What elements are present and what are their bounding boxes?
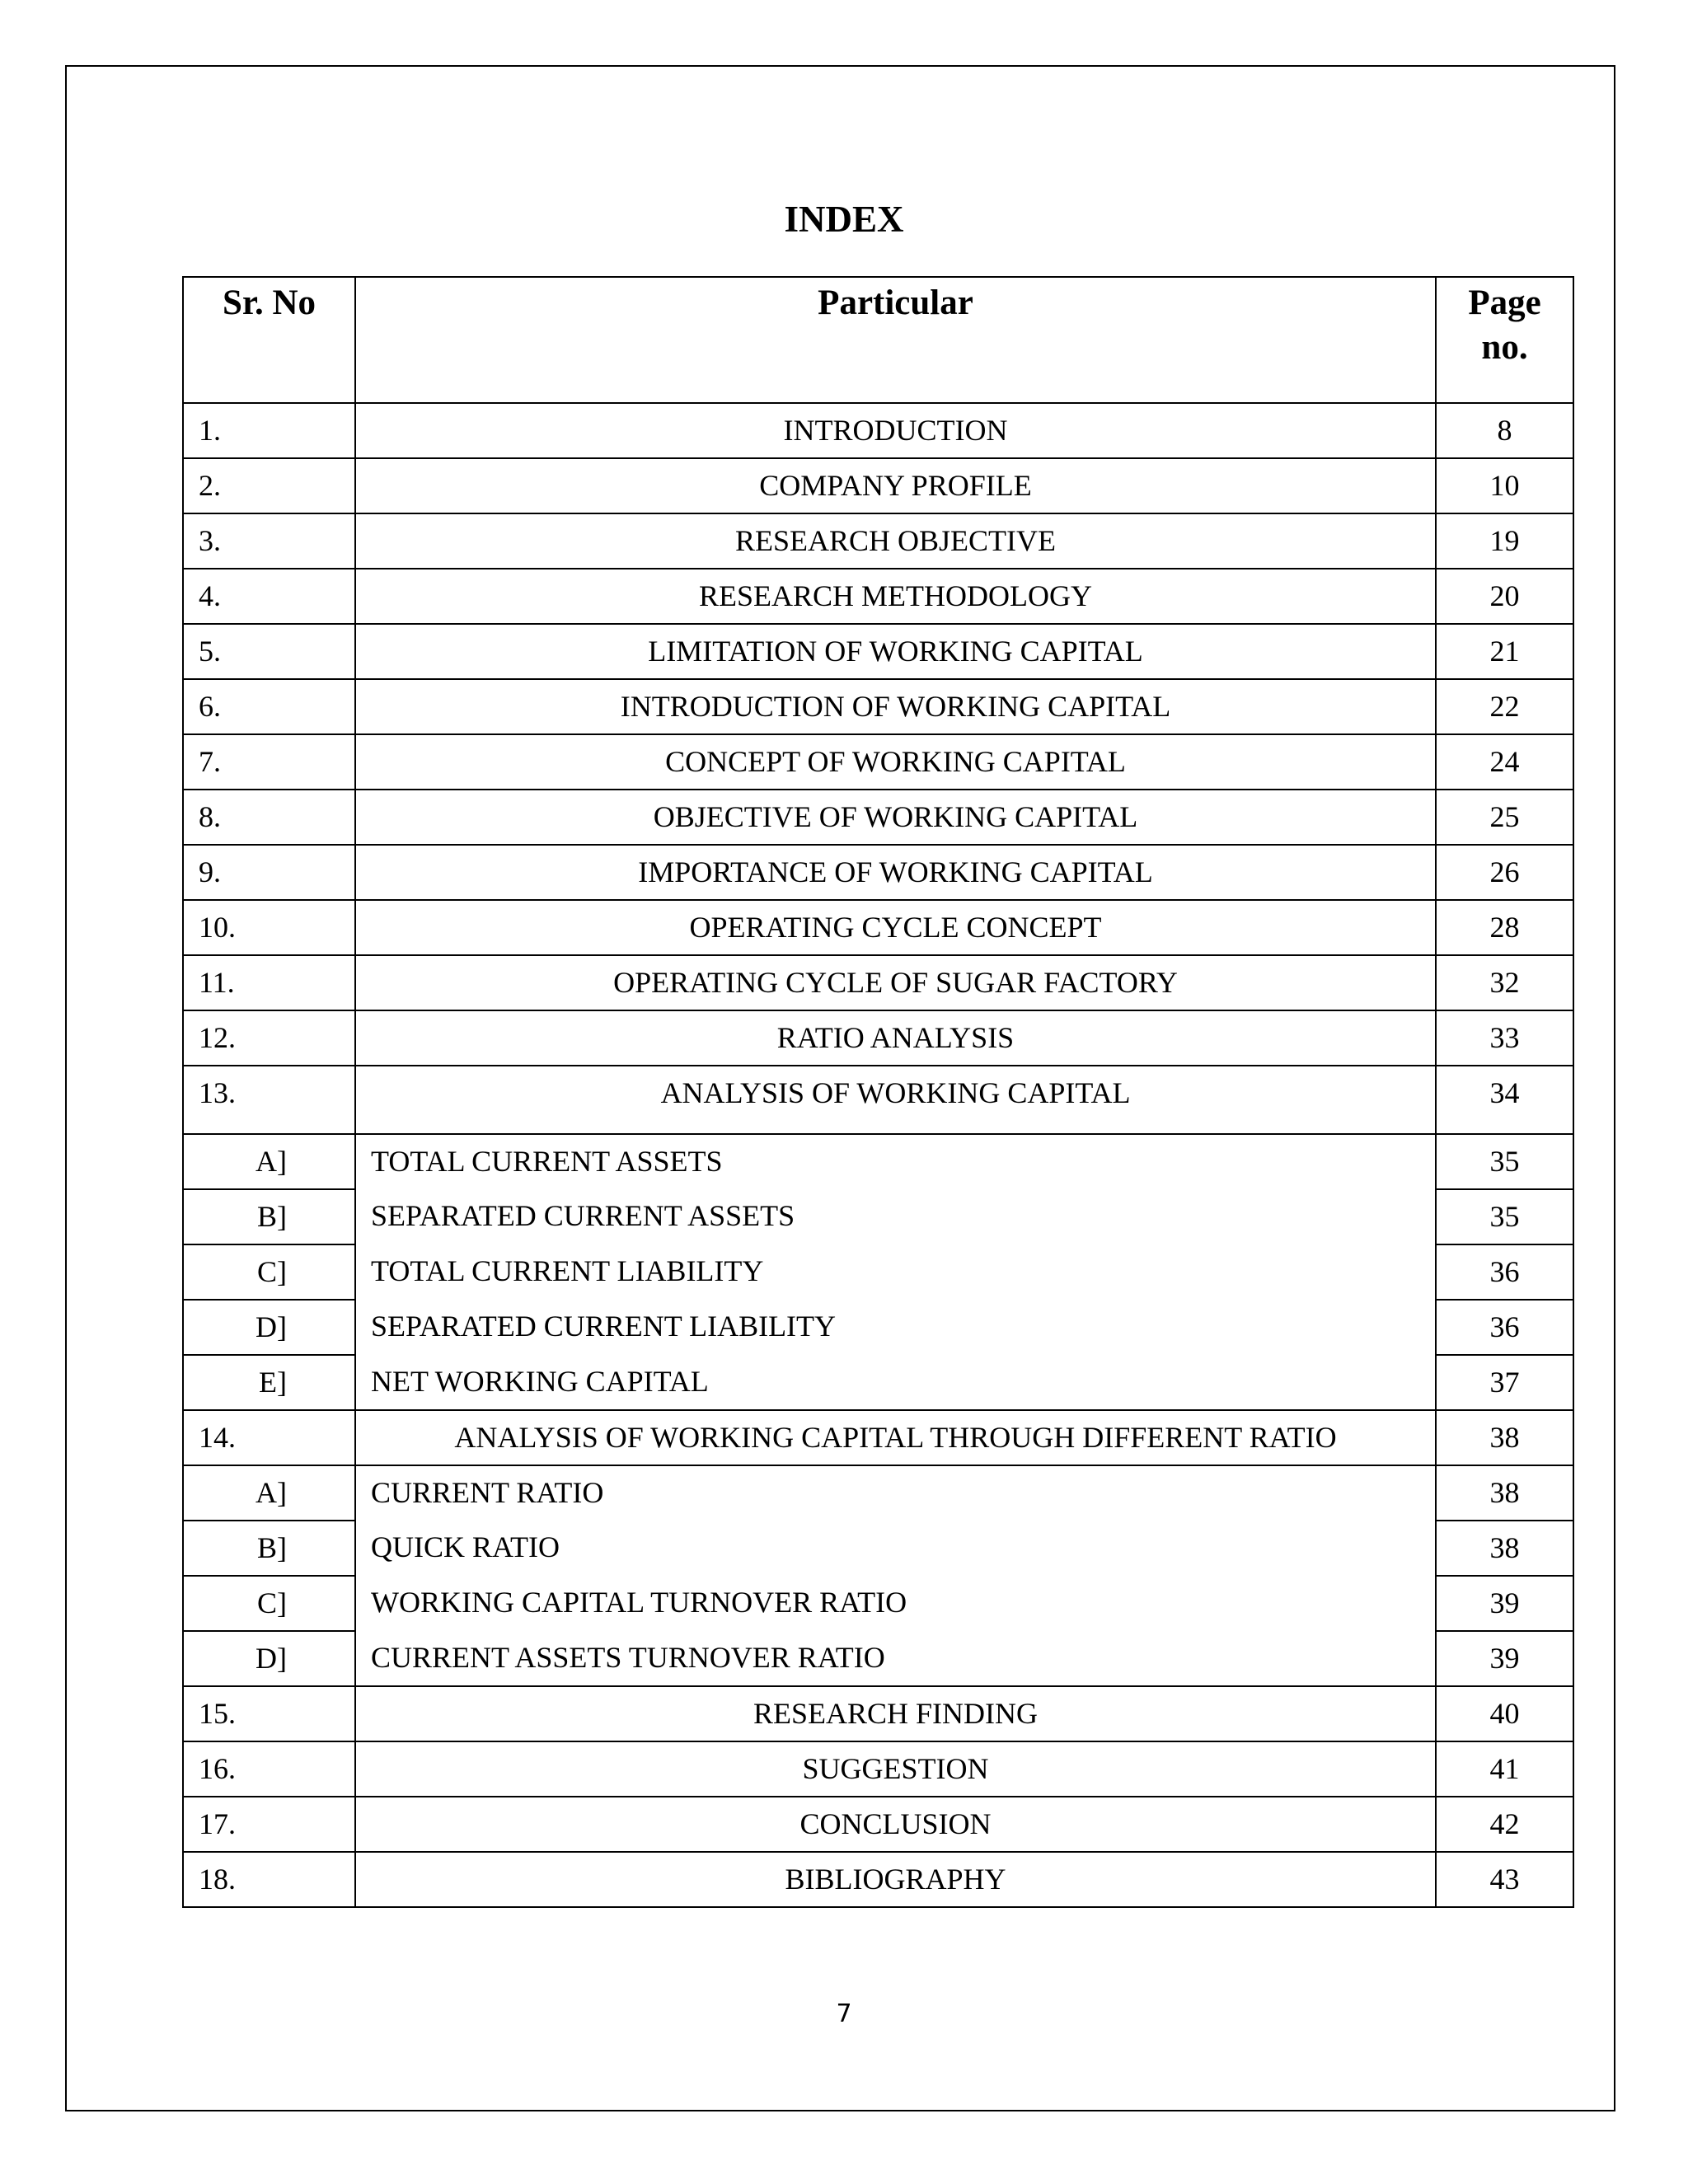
row-sr: 13. (183, 1066, 355, 1134)
row-sr: 16. (183, 1741, 355, 1797)
row-page: 42 (1436, 1797, 1573, 1852)
row-sr: 5. (183, 624, 355, 679)
row-sr: 6. (183, 679, 355, 734)
row-page: 26 (1436, 845, 1573, 900)
sub-row-label: C] (183, 1244, 355, 1300)
sub-row-page: 36 (1436, 1300, 1573, 1355)
sub-row (183, 1189, 1573, 1244)
table-row (183, 1741, 1573, 1797)
table-row (183, 900, 1573, 955)
sub-row-page: 35 (1436, 1134, 1573, 1189)
sub-row (183, 1576, 1573, 1631)
sub-row (183, 1134, 1573, 1189)
sub-row-particular: SEPARATED CURRENT ASSETS (355, 1189, 1436, 1244)
table-row (183, 734, 1573, 790)
row-particular: INTRODUCTION OF WORKING CAPITAL (355, 679, 1436, 734)
row-page: 20 (1436, 569, 1573, 624)
row-page: 24 (1436, 734, 1573, 790)
sub-row-particular: TOTAL CURRENT LIABILITY (355, 1244, 1436, 1300)
table-row (183, 955, 1573, 1010)
row-sr: 17. (183, 1797, 355, 1852)
row-sr: 11. (183, 955, 355, 1010)
row-sr: 2. (183, 458, 355, 513)
table-row (183, 403, 1573, 458)
page-number: 7 (836, 1999, 852, 2028)
sub-row-label: C] (183, 1576, 355, 1631)
table-row (183, 1010, 1573, 1066)
sub-row-page: 38 (1436, 1465, 1573, 1521)
row-page: 38 (1436, 1410, 1573, 1465)
row-particular: COMPANY PROFILE (355, 458, 1436, 513)
row-page: 25 (1436, 790, 1573, 845)
row-sr: 3. (183, 513, 355, 569)
sub-row-particular: CURRENT ASSETS TURNOVER RATIO (355, 1631, 1436, 1686)
row-particular: OBJECTIVE OF WORKING CAPITAL (355, 790, 1436, 845)
sub-row-label: A] (183, 1134, 355, 1189)
table-row (183, 1410, 1573, 1465)
sub-row-particular: QUICK RATIO (355, 1521, 1436, 1576)
row-particular: CONCEPT OF WORKING CAPITAL (355, 734, 1436, 790)
header-page-no-line1: Page (1468, 284, 1541, 322)
row-sr: 8. (183, 790, 355, 845)
row-particular: IMPORTANCE OF WORKING CAPITAL (355, 845, 1436, 900)
row-particular: OPERATING CYCLE CONCEPT (355, 900, 1436, 955)
row-particular: ANALYSIS OF WORKING CAPITAL THROUGH DIFFERENT RATIO (355, 1410, 1436, 1465)
row-page: 21 (1436, 624, 1573, 679)
sub-row (183, 1465, 1573, 1521)
index-table (182, 276, 1574, 1908)
sub-row-particular: TOTAL CURRENT ASSETS (355, 1134, 1436, 1189)
sub-row-particular: SEPARATED CURRENT LIABILITY (355, 1300, 1436, 1355)
table-row (183, 1852, 1573, 1907)
sub-row-page: 39 (1436, 1576, 1573, 1631)
row-page: 32 (1436, 955, 1573, 1010)
row-particular: CONCLUSION (355, 1797, 1436, 1852)
sub-row (183, 1631, 1573, 1686)
page-title: INDEX (784, 199, 904, 240)
sub-row-label: D] (183, 1300, 355, 1355)
sub-row-label: E] (183, 1355, 355, 1410)
row-page: 22 (1436, 679, 1573, 734)
row-page: 41 (1436, 1741, 1573, 1797)
row-sr: 4. (183, 569, 355, 624)
row-page: 28 (1436, 900, 1573, 955)
table-row (183, 679, 1573, 734)
table-row (183, 1686, 1573, 1741)
sub-row (183, 1355, 1573, 1410)
sub-row (183, 1521, 1573, 1576)
sub-row-label: B] (183, 1521, 355, 1576)
row-particular: RESEARCH OBJECTIVE (355, 513, 1436, 569)
row-sr: 18. (183, 1852, 355, 1907)
sub-row-page: 37 (1436, 1355, 1573, 1410)
row-particular: OPERATING CYCLE OF SUGAR FACTORY (355, 955, 1436, 1010)
sub-row-label: B] (183, 1189, 355, 1244)
sub-row (183, 1244, 1573, 1300)
row-page: 19 (1436, 513, 1573, 569)
header-sr-no: Sr. No (183, 277, 355, 403)
row-sr: 9. (183, 845, 355, 900)
row-page: 43 (1436, 1852, 1573, 1907)
table-row (183, 845, 1573, 900)
row-particular: RATIO ANALYSIS (355, 1010, 1436, 1066)
header-page-no (1436, 277, 1573, 403)
sub-row-page: 35 (1436, 1189, 1573, 1244)
header-particular: Particular (355, 277, 1436, 403)
row-sr: 12. (183, 1010, 355, 1066)
row-particular: RESEARCH METHODOLOGY (355, 569, 1436, 624)
row-particular: INTRODUCTION (355, 403, 1436, 458)
sub-row (183, 1300, 1573, 1355)
row-particular: BIBLIOGRAPHY (355, 1852, 1436, 1907)
header-page-no-line2: no. (1481, 328, 1528, 367)
sub-row-particular: WORKING CAPITAL TURNOVER RATIO (355, 1576, 1436, 1631)
row-particular: ANALYSIS OF WORKING CAPITAL (355, 1066, 1436, 1134)
sub-row-particular: CURRENT RATIO (355, 1465, 1436, 1521)
sub-row-page: 38 (1436, 1521, 1573, 1576)
table-row (183, 1797, 1573, 1852)
sub-row-label: D] (183, 1631, 355, 1686)
row-page: 8 (1436, 403, 1573, 458)
row-page: 33 (1436, 1010, 1573, 1066)
row-page: 10 (1436, 458, 1573, 513)
row-sr: 7. (183, 734, 355, 790)
row-page: 34 (1436, 1066, 1573, 1134)
row-particular: LIMITATION OF WORKING CAPITAL (355, 624, 1436, 679)
row-sr: 14. (183, 1410, 355, 1465)
table-row (183, 513, 1573, 569)
table-row (183, 790, 1573, 845)
table-row (183, 458, 1573, 513)
row-sr: 15. (183, 1686, 355, 1741)
row-particular: SUGGESTION (355, 1741, 1436, 1797)
row-sr: 10. (183, 900, 355, 955)
table-header-row (183, 277, 1573, 403)
sub-row-page: 39 (1436, 1631, 1573, 1686)
table-row (183, 569, 1573, 624)
sub-row-particular: NET WORKING CAPITAL (355, 1355, 1436, 1410)
sub-row-label: A] (183, 1465, 355, 1521)
table-row (183, 1066, 1573, 1134)
row-particular: RESEARCH FINDING (355, 1686, 1436, 1741)
row-page: 40 (1436, 1686, 1573, 1741)
table-row (183, 624, 1573, 679)
row-sr: 1. (183, 403, 355, 458)
sub-row-page: 36 (1436, 1244, 1573, 1300)
